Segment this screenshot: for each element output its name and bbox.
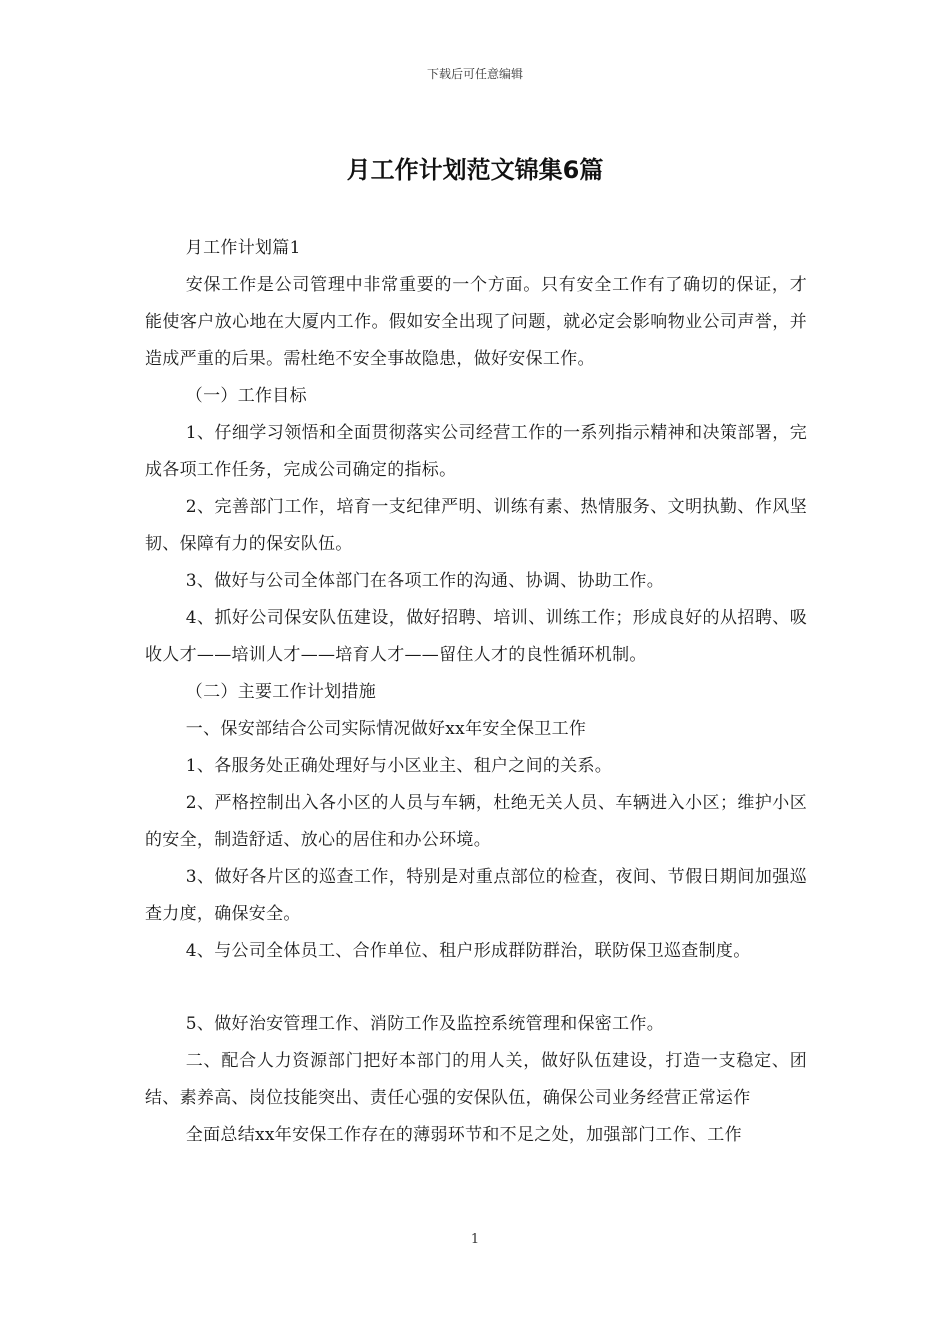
list-item: 1、仔细学习领悟和全面贯彻落实公司经营工作的一系列指示精神和决策部署，完成各项工作任务，完成公司确定的指标。: [145, 423, 807, 480]
list-item: 3、做好各片区的巡查工作，特别是对重点部位的检查，夜间、节假日期间加强巡查力度，确保安全。: [145, 867, 807, 924]
list-item: 2、完善部门工作，培育一支纪律严明、训练有素、热情服务、文明执勤、作风坚韧、保障有力的保安队伍。: [145, 497, 807, 554]
document-body: [145, 230, 807, 1154]
list-item: 2、严格控制出入各小区的人员与车辆，杜绝无关人员、车辆进入小区；维护小区的安全，制造舒适、放心的居住和办公环境。: [145, 793, 807, 850]
list-item: 4、与公司全体员工、合作单位、租户形成群防群治，联防保卫巡查制度。: [185, 941, 751, 961]
document-title: 月工作计划范文锦集6篇: [346, 156, 604, 184]
list-item: 4、抓好公司保安队伍建设，做好招聘、培训、训练工作；形成良好的从招聘、吸收人才——培训人才——培育人才——留住人才的良性循环机制。: [145, 608, 807, 665]
list-item: 1、各服务处正确处理好与小区业主、租户之间的关系。: [185, 756, 613, 776]
subsection-heading: （二）主要工作计划措施: [185, 682, 377, 702]
page-number: 1: [470, 1232, 480, 1247]
header-note: 下载后可任意编辑: [426, 67, 523, 81]
body-paragraph: 全面总结xx年安保工作存在的薄弱环节和不足之处，加强部门工作、工作: [185, 1125, 742, 1145]
sub-heading: 二、配合人力资源部门把好本部门的用人关，做好队伍建设，打造一支稳定、团结、素养高、岗位技能突出、责任心强的安保队伍，确保公司业务经营正常运作: [145, 1051, 807, 1108]
list-item: 3、做好与公司全体部门在各项工作的沟通、协调、协助工作。: [185, 571, 665, 591]
body-paragraph: 安保工作是公司管理中非常重要的一个方面。只有安全工作有了确切的保证，才能使客户放心地在大厦内工作。假如安全出现了问题，就必定会影响物业公司声誉，并造成严重的后果。需杜绝不安全事故隐患，做好安保工作。: [145, 275, 807, 369]
list-item: 5、做好治安管理工作、消防工作及监控系统管理和保密工作。: [185, 1014, 665, 1034]
sub-heading: 一、保安部结合公司实际情况做好xx年安全保卫工作: [185, 719, 587, 739]
section-heading: 月工作计划篇1: [185, 238, 301, 258]
subsection-heading: （一）工作目标: [185, 386, 307, 406]
